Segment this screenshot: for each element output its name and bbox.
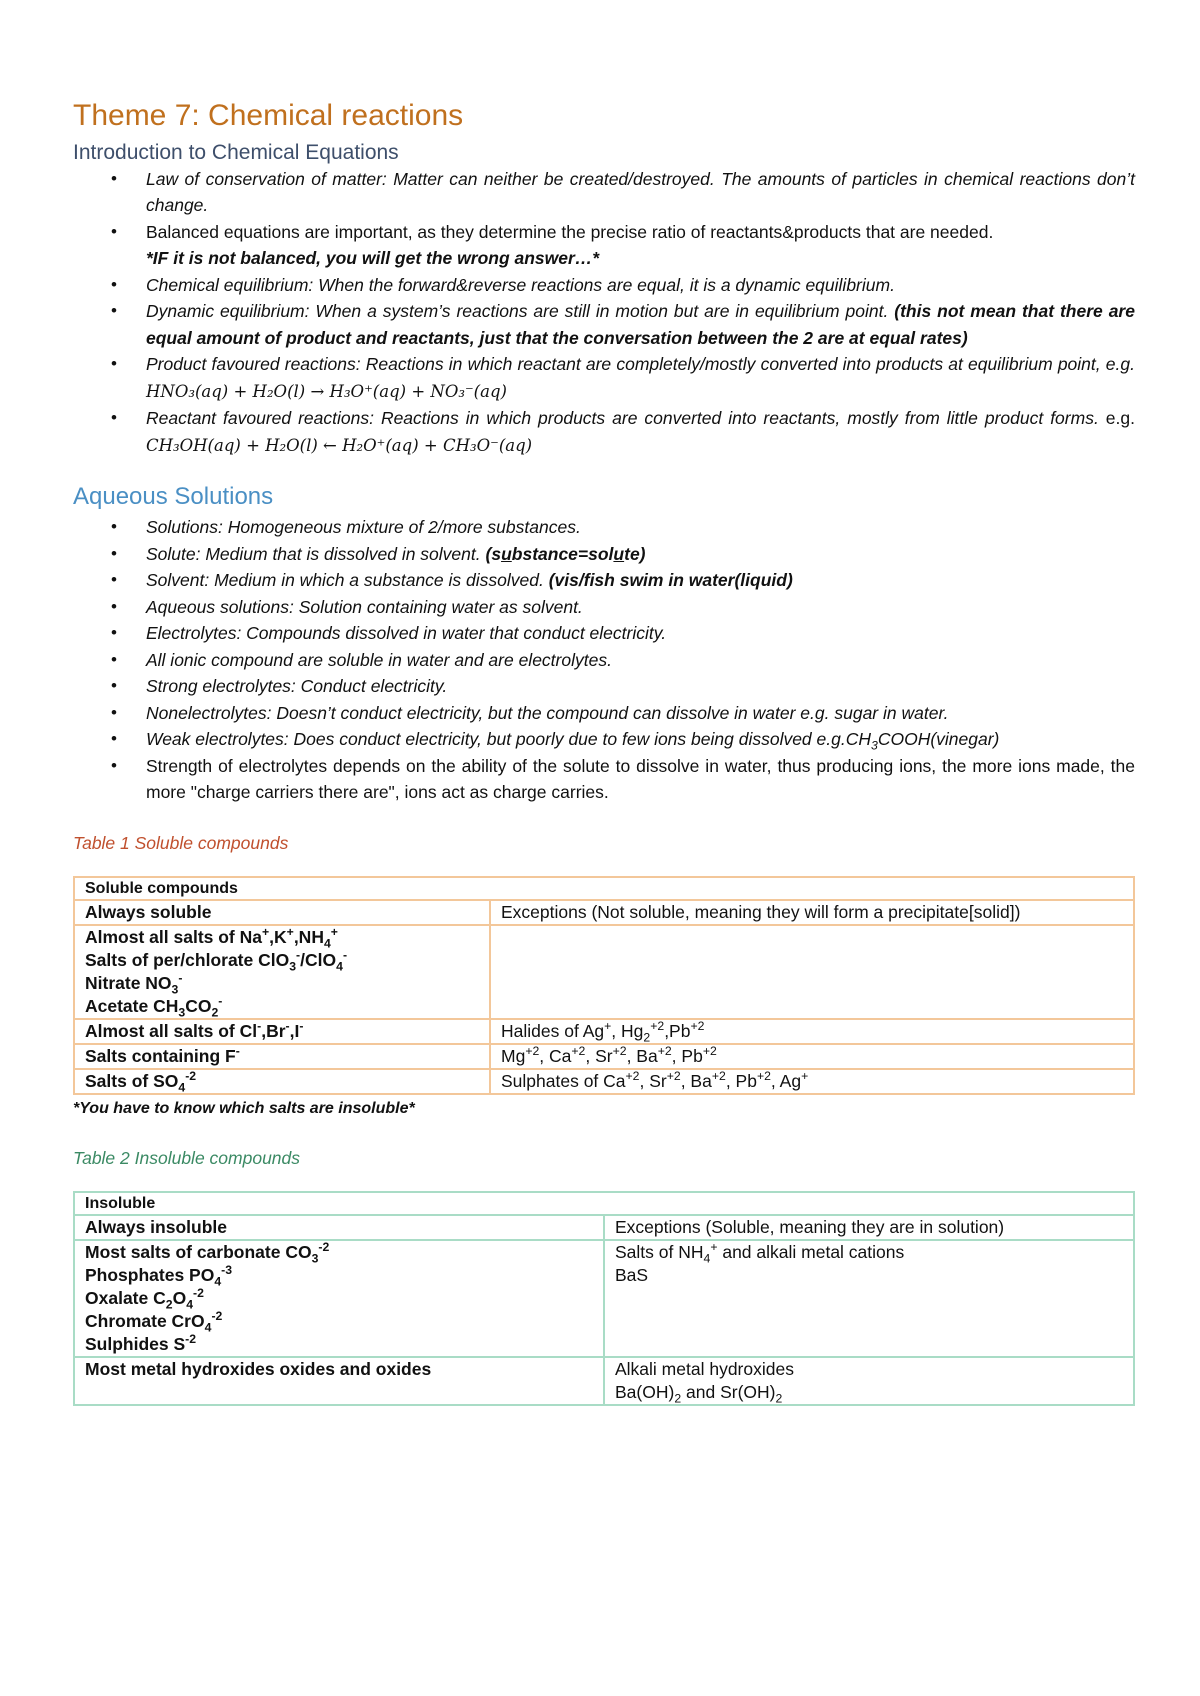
table-cell: Alkali metal hydroxides $Ba(OH)_2$ and $Sr(OH)_2$	[604, 1357, 1134, 1405]
list-item: • Solutions: Homogeneous mixture of 2/more substances.	[73, 514, 1135, 541]
list-item: • Nonelectrolytes: Doesn’t conduct electricity, but the compound can dissolve in water e.g. sugar in water.	[73, 700, 1135, 727]
table-row	[74, 1019, 1134, 1044]
table-title: Soluble compounds	[74, 877, 1134, 900]
list-item: • Reactant favoured reactions: Reactions in which products are converted into reactants, mostly from little product forms. e.g. CH₃OH(aq) + H₂O(l) ← H₂O⁺(aq) + CH₃O⁻(aq)	[73, 405, 1135, 459]
equation: HNO₃(aq) + H₂O(l) → H₃O⁺(aq) + NO₃⁻(aq)	[146, 381, 507, 401]
list-item: • Aqueous solutions: Solution containing water as solvent.	[73, 594, 1135, 621]
table-cell: Sulphates of $Ca^{+2}$, $Sr^{+2}$, $Ba^{+2}$, $Pb^{+2}$, Ag+	[490, 1069, 1134, 1094]
soluble-compounds-table	[73, 876, 1135, 1095]
insoluble-compounds-table	[73, 1191, 1135, 1406]
aqueous-list	[73, 514, 1135, 806]
document-content	[73, 96, 1135, 1406]
list-item: • Solvent: Medium in which a substance is dissolved. (vis/fish swim in water(liquid)	[73, 567, 1135, 594]
equation: CH₃OH(aq) + H₂O(l) ← H₂O⁺(aq) + CH₃O⁻(aq)	[146, 435, 533, 455]
list-item: • Strong electrolytes: Conduct electricity.	[73, 673, 1135, 700]
table-row	[74, 900, 1134, 925]
table-row	[74, 925, 1134, 1019]
table-cell: Most salts of carbonate $CO_3^{-2}$ Phosphates $PO_4^{-3}$ Oxalate $C_2O_4^{-2}$ Chromate CrO$_4^{-2}$ Sulphides $S^{-2}$	[74, 1240, 604, 1357]
column-header: Exceptions (Soluble, meaning they are in solution)	[604, 1215, 1134, 1240]
list-item: • Dynamic equilibrium: When a system’s reactions are still in motion but are in equilibrium point. (this not mean that there are equal amount of product and reactants, just that the conversation between the 2 are at equal rates)	[73, 298, 1135, 351]
table-row	[74, 1192, 1134, 1215]
table-cell: Salts containing F-	[74, 1044, 490, 1069]
section-heading-intro: Introduction to Chemical Equations	[73, 140, 399, 164]
section-heading-aqueous: Aqueous Solutions	[73, 483, 274, 511]
table-cell: Halides of Ag+, $Hg_2^{+2},Pb^{+2}$	[490, 1019, 1134, 1044]
table-row	[74, 1069, 1134, 1094]
table-cell: Most metal hydroxides oxides and oxides	[74, 1357, 604, 1405]
column-header: Always insoluble	[74, 1215, 604, 1240]
table-cell	[490, 925, 1134, 1019]
table-note: *You have to know which salts are insoluble*	[73, 1100, 415, 1118]
table-cell: Almost all salts of $Na^+,K^+,NH_4^+$ Salts of per/chlorate ClO$_3$-/ClO$_4$- Nitrate $NO_3^-$ Acetate $CH_3CO_2^-$	[74, 925, 490, 1019]
list-item: • Strength of electrolytes depends on the ability of the solute to dissolve in water, thus producing ions, the more ions made, the more "charge carriers there are", ions act as charge carries.	[73, 753, 1135, 806]
list-item: • Solute: Medium that is dissolved in solvent. (substance=solute)	[73, 541, 1135, 568]
table-row	[74, 1044, 1134, 1069]
table-cell: $Mg^{+2}$, $Ca^{+2}$, $Sr^{+2}$, $Ba^{+2}$, $Pb^{+2}$	[490, 1044, 1134, 1069]
list-item: • Balanced equations are important, as they determine the precise ratio of reactants&products that are needed. *IF it is not balanced, you will get the wrong answer…*	[73, 219, 1135, 272]
table-row	[74, 1215, 1134, 1240]
table-row	[74, 1357, 1134, 1405]
list-item: • Chemical equilibrium: When the forward&reverse reactions are equal, it is a dynamic equilibrium.	[73, 272, 1135, 299]
table-row	[74, 1240, 1134, 1357]
list-item: • Law of conservation of matter: Matter can neither be created/destroyed. The amounts of particles in chemical reactions don’t change.	[73, 166, 1135, 219]
table-cell: Salts of $SO_4^{-2}$	[74, 1069, 490, 1094]
table-cell: Almost all salts of Cl-,Br-,I-	[74, 1019, 490, 1044]
column-header: Always soluble	[74, 900, 490, 925]
column-header: Exceptions (Not soluble, meaning they will form a precipitate[solid])	[490, 900, 1134, 925]
table-caption: Table 1 Soluble compounds	[73, 832, 289, 853]
table-caption: Table 2 Insoluble compounds	[73, 1148, 301, 1169]
list-item: • All ionic compound are soluble in water and are electrolytes.	[73, 647, 1135, 674]
list-item: • Weak electrolytes: Does conduct electricity, but poorly due to few ions being dissolved $e.g.CH_3COOH(vinegar)$	[73, 726, 1135, 753]
table-row	[74, 877, 1134, 900]
intro-list	[73, 166, 1135, 460]
table-cell: Salts of $NH_4^+$ and alkali metal cations BaS	[604, 1240, 1134, 1357]
list-item: • Electrolytes: Compounds dissolved in water that conduct electricity.	[73, 620, 1135, 647]
table-title: Insoluble	[74, 1192, 1134, 1215]
page-title: Theme 7: Chemical reactions	[73, 99, 464, 132]
list-item: • Product favoured reactions: Reactions in which reactant are completely/mostly converted into products at equilibrium point, e.g. HNO₃(aq) + H₂O(l) → H₃O⁺(aq) + NO₃⁻(aq)	[73, 351, 1135, 405]
